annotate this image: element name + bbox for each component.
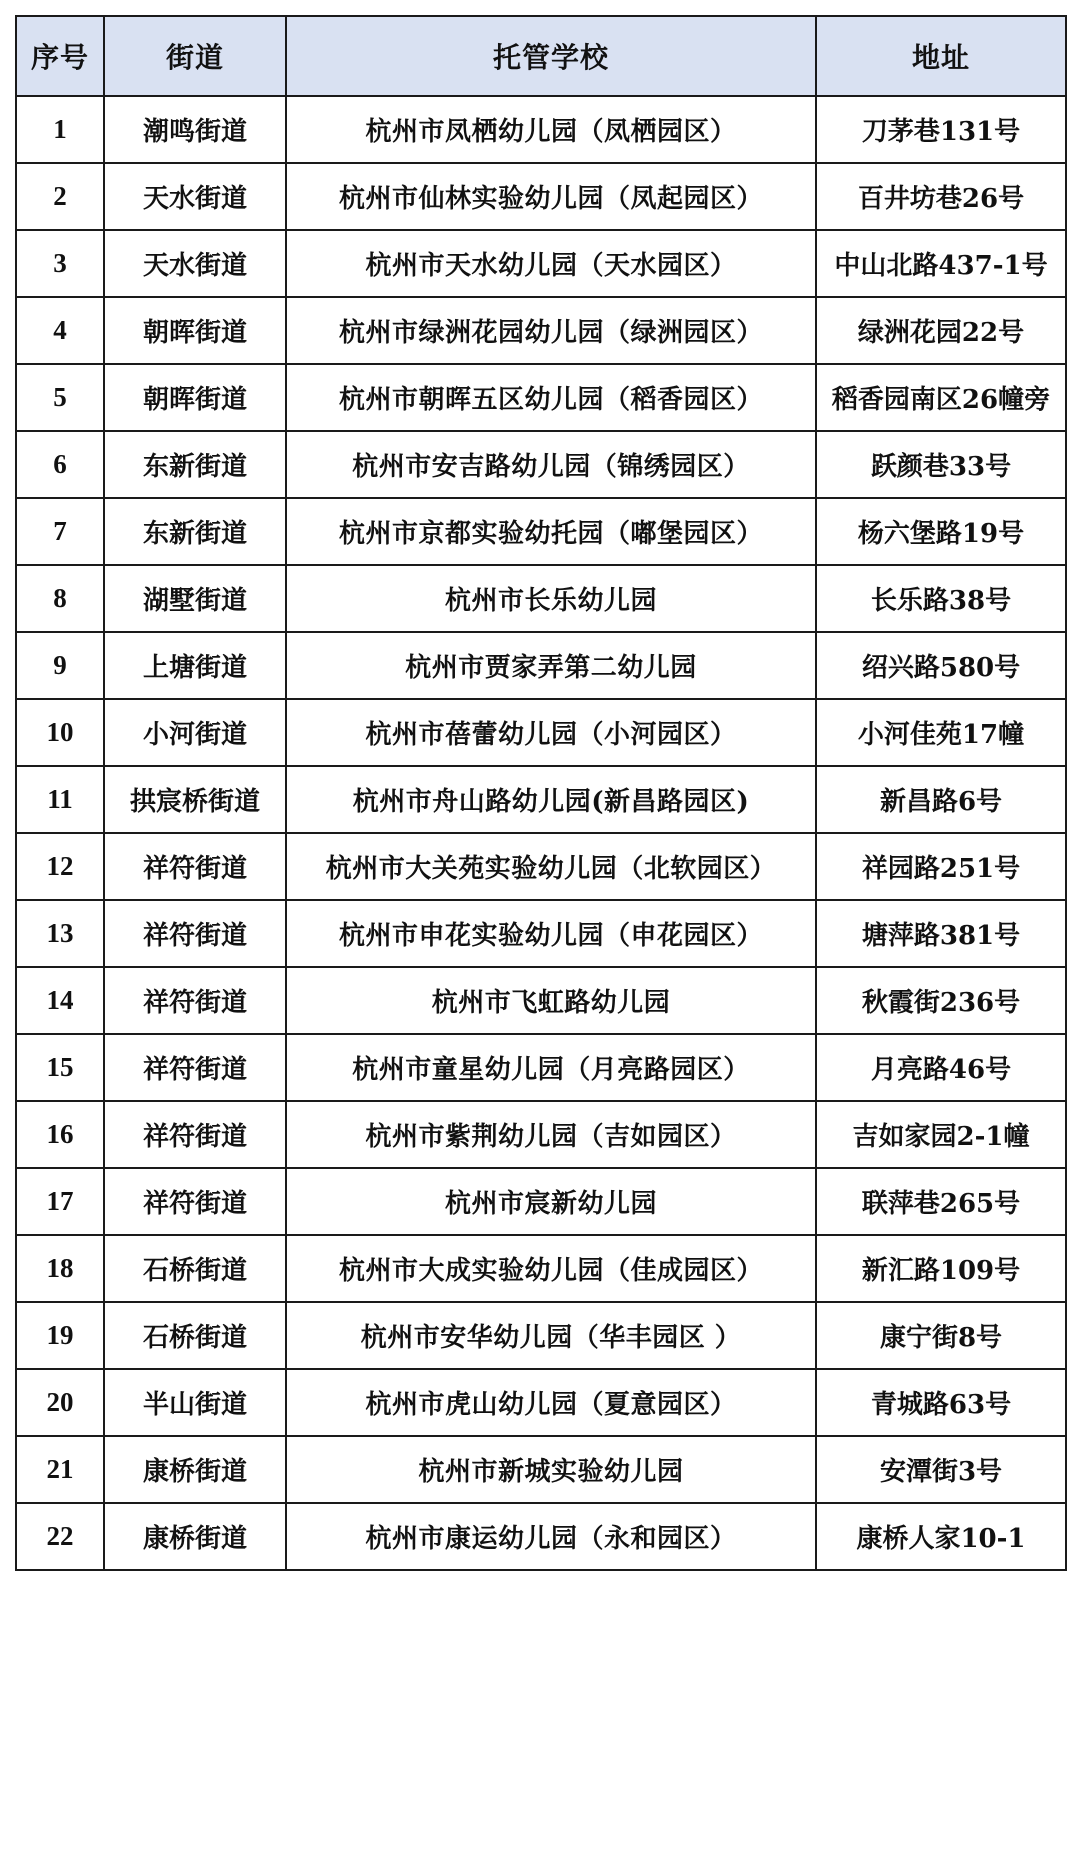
header-address: 地址 <box>816 16 1066 96</box>
cell-index: 1 <box>16 96 104 163</box>
table-row <box>16 1369 1066 1436</box>
cell-street: 天水街道 <box>104 230 286 297</box>
cell-street: 潮鸣街道 <box>104 96 286 163</box>
table-row <box>16 699 1066 766</box>
cell-index: 19 <box>16 1302 104 1369</box>
cell-street: 湖墅街道 <box>104 565 286 632</box>
cell-index: 9 <box>16 632 104 699</box>
cell-street: 祥符街道 <box>104 1034 286 1101</box>
table-row <box>16 565 1066 632</box>
cell-street: 天水街道 <box>104 163 286 230</box>
cell-address: 小河佳苑17幢 <box>816 699 1066 766</box>
header-row <box>16 16 1066 96</box>
cell-school: 杭州市凤栖幼儿园（凤栖园区） <box>286 96 816 163</box>
cell-street: 祥符街道 <box>104 967 286 1034</box>
school-table-container <box>15 15 1065 1571</box>
cell-street: 祥符街道 <box>104 1101 286 1168</box>
header-index: 序号 <box>16 16 104 96</box>
table-row <box>16 230 1066 297</box>
cell-school: 杭州市紫荆幼儿园（吉如园区） <box>286 1101 816 1168</box>
cell-index: 6 <box>16 431 104 498</box>
cell-school: 杭州市蓓蕾幼儿园（小河园区） <box>286 699 816 766</box>
cell-school: 杭州市仙林实验幼儿园（凤起园区） <box>286 163 816 230</box>
cell-school: 杭州市宸新幼儿园 <box>286 1168 816 1235</box>
cell-address: 联萍巷265号 <box>816 1168 1066 1235</box>
cell-index: 13 <box>16 900 104 967</box>
header-street: 街道 <box>104 16 286 96</box>
table-row <box>16 1503 1066 1570</box>
cell-index: 20 <box>16 1369 104 1436</box>
cell-school: 杭州市安吉路幼儿园（锦绣园区） <box>286 431 816 498</box>
cell-index: 18 <box>16 1235 104 1302</box>
table-row <box>16 96 1066 163</box>
cell-street: 上塘街道 <box>104 632 286 699</box>
table-row <box>16 766 1066 833</box>
cell-school: 杭州市虎山幼儿园（夏意园区） <box>286 1369 816 1436</box>
cell-address: 安潭街3号 <box>816 1436 1066 1503</box>
cell-street: 朝晖街道 <box>104 297 286 364</box>
childcare-schools-table <box>15 15 1067 1571</box>
cell-street: 康桥街道 <box>104 1436 286 1503</box>
cell-street: 石桥街道 <box>104 1302 286 1369</box>
cell-school: 杭州市大关苑实验幼儿园（北软园区） <box>286 833 816 900</box>
table-row <box>16 163 1066 230</box>
cell-index: 5 <box>16 364 104 431</box>
cell-street: 祥符街道 <box>104 833 286 900</box>
cell-index: 4 <box>16 297 104 364</box>
table-row <box>16 1168 1066 1235</box>
cell-address: 新昌路6号 <box>816 766 1066 833</box>
cell-address: 康桥人家10-1 <box>816 1503 1066 1570</box>
cell-address: 稻香园南区26幢旁 <box>816 364 1066 431</box>
cell-street: 朝晖街道 <box>104 364 286 431</box>
cell-address: 跃颜巷33号 <box>816 431 1066 498</box>
table-row <box>16 1101 1066 1168</box>
table-row <box>16 498 1066 565</box>
cell-school: 杭州市长乐幼儿园 <box>286 565 816 632</box>
table-row <box>16 967 1066 1034</box>
cell-address: 长乐路38号 <box>816 565 1066 632</box>
cell-school: 杭州市大成实验幼儿园（佳成园区） <box>286 1235 816 1302</box>
cell-street: 祥符街道 <box>104 1168 286 1235</box>
cell-address: 杨六堡路19号 <box>816 498 1066 565</box>
table-row <box>16 900 1066 967</box>
cell-school: 杭州市舟山路幼儿园(新昌路园区) <box>286 766 816 833</box>
cell-index: 14 <box>16 967 104 1034</box>
cell-index: 2 <box>16 163 104 230</box>
cell-street: 祥符街道 <box>104 900 286 967</box>
cell-index: 12 <box>16 833 104 900</box>
cell-address: 绍兴路580号 <box>816 632 1066 699</box>
cell-index: 22 <box>16 1503 104 1570</box>
table-row <box>16 833 1066 900</box>
cell-school: 杭州市绿洲花园幼儿园（绿洲园区） <box>286 297 816 364</box>
cell-street: 小河街道 <box>104 699 286 766</box>
cell-index: 3 <box>16 230 104 297</box>
table-row <box>16 1436 1066 1503</box>
cell-school: 杭州市京都实验幼托园（嘟堡园区） <box>286 498 816 565</box>
table-row <box>16 632 1066 699</box>
cell-address: 月亮路46号 <box>816 1034 1066 1101</box>
cell-index: 7 <box>16 498 104 565</box>
table-body <box>16 96 1066 1570</box>
cell-school: 杭州市新城实验幼儿园 <box>286 1436 816 1503</box>
cell-school: 杭州市申花实验幼儿园（申花园区） <box>286 900 816 967</box>
cell-school: 杭州市安华幼儿园（华丰园区 ） <box>286 1302 816 1369</box>
table-row <box>16 364 1066 431</box>
cell-address: 新汇路109号 <box>816 1235 1066 1302</box>
table-row <box>16 1302 1066 1369</box>
cell-index: 21 <box>16 1436 104 1503</box>
table-row <box>16 297 1066 364</box>
cell-school: 杭州市贾家弄第二幼儿园 <box>286 632 816 699</box>
cell-index: 16 <box>16 1101 104 1168</box>
cell-address: 塘萍路381号 <box>816 900 1066 967</box>
cell-street: 拱宸桥街道 <box>104 766 286 833</box>
cell-address: 祥园路251号 <box>816 833 1066 900</box>
table-header <box>16 16 1066 96</box>
cell-school: 杭州市朝晖五区幼儿园（稻香园区） <box>286 364 816 431</box>
cell-index: 10 <box>16 699 104 766</box>
cell-address: 青城路63号 <box>816 1369 1066 1436</box>
cell-address: 绿洲花园22号 <box>816 297 1066 364</box>
cell-school: 杭州市飞虹路幼儿园 <box>286 967 816 1034</box>
cell-street: 半山街道 <box>104 1369 286 1436</box>
cell-street: 东新街道 <box>104 431 286 498</box>
table-row <box>16 1235 1066 1302</box>
cell-address: 吉如家园2-1幢 <box>816 1101 1066 1168</box>
cell-address: 中山北路437-1号 <box>816 230 1066 297</box>
cell-street: 东新街道 <box>104 498 286 565</box>
cell-school: 杭州市天水幼儿园（天水园区） <box>286 230 816 297</box>
cell-address: 康宁街8号 <box>816 1302 1066 1369</box>
cell-school: 杭州市童星幼儿园（月亮路园区） <box>286 1034 816 1101</box>
cell-index: 8 <box>16 565 104 632</box>
cell-address: 秋霞街236号 <box>816 967 1066 1034</box>
table-row <box>16 1034 1066 1101</box>
cell-index: 11 <box>16 766 104 833</box>
cell-index: 15 <box>16 1034 104 1101</box>
cell-index: 17 <box>16 1168 104 1235</box>
cell-school: 杭州市康运幼儿园（永和园区） <box>286 1503 816 1570</box>
cell-address: 百井坊巷26号 <box>816 163 1066 230</box>
cell-address: 刀茅巷131号 <box>816 96 1066 163</box>
table-row <box>16 431 1066 498</box>
header-school: 托管学校 <box>286 16 816 96</box>
cell-street: 康桥街道 <box>104 1503 286 1570</box>
cell-street: 石桥街道 <box>104 1235 286 1302</box>
